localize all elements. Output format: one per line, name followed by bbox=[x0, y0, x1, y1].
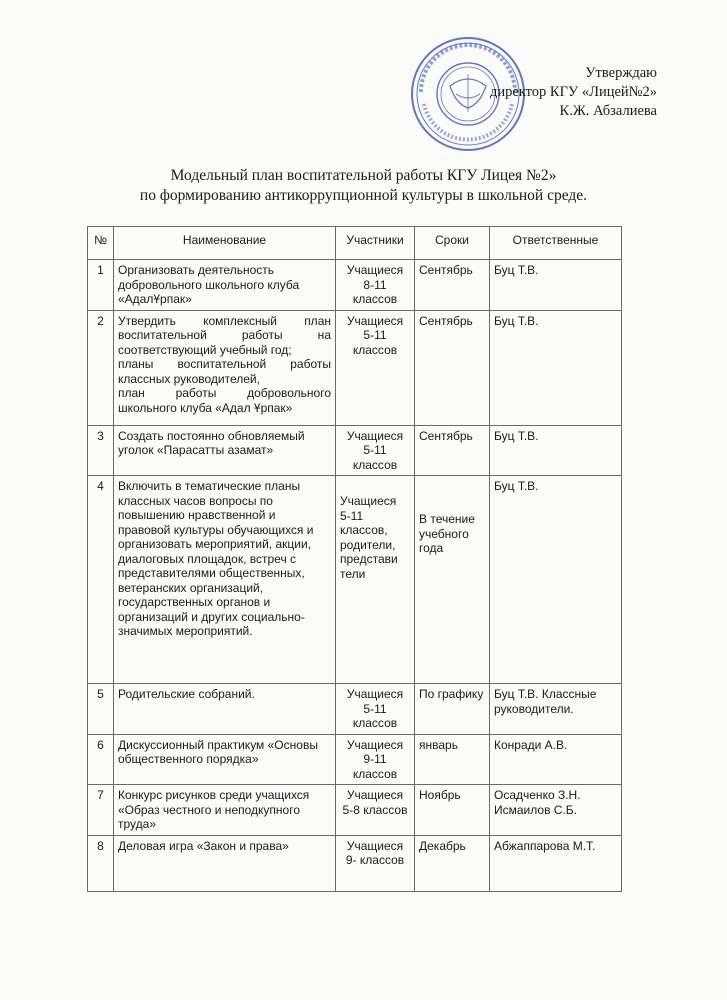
row-name-line: воспитательной работы на bbox=[118, 328, 331, 342]
row-name: Организовать деятельность добровольного школьного клуба «АдалҰрпак» bbox=[114, 260, 336, 311]
row-terms: Ноябрь bbox=[415, 785, 490, 836]
header-terms: Сроки bbox=[415, 227, 490, 260]
title-line-2: по формированию антикоррупционной культуры в школьной среде. bbox=[139, 187, 588, 204]
row-responsible: Абжаппарова М.Т. bbox=[490, 835, 622, 891]
row-participants-line: Учащиеся bbox=[340, 494, 397, 508]
row-terms: январь bbox=[415, 734, 490, 785]
header-num: № bbox=[88, 227, 114, 260]
row-num: 6 bbox=[88, 734, 114, 785]
row-name bbox=[114, 310, 336, 425]
row-name-line: школьного клуба «Адал Ұрпак» bbox=[118, 400, 293, 415]
document-title bbox=[0, 166, 727, 206]
row-participants-line: классов, bbox=[340, 523, 388, 537]
table-row bbox=[88, 734, 622, 785]
row-num: 3 bbox=[88, 425, 114, 476]
table-header-row bbox=[88, 227, 622, 260]
row-participants: Учащиеся 9- классов bbox=[336, 835, 415, 891]
row-responsible: Осадченко З.Н. Исмаилов С.Б. bbox=[490, 785, 622, 836]
header-participants: Участники bbox=[336, 227, 415, 260]
header-name: Наименование bbox=[114, 227, 336, 260]
row-participants bbox=[336, 476, 415, 684]
row-participants-line: представи bbox=[340, 552, 398, 566]
row-terms: Сентябрь bbox=[415, 260, 490, 311]
row-name: Создать постоянно обновляемый уголок «Парасатты азамат» bbox=[114, 425, 336, 476]
row-participants-line: тели bbox=[340, 566, 366, 581]
table-row bbox=[88, 785, 622, 836]
table-row bbox=[88, 476, 622, 684]
table-row bbox=[88, 425, 622, 476]
row-num: 1 bbox=[88, 260, 114, 311]
plan-table bbox=[87, 226, 622, 892]
table-row bbox=[88, 310, 622, 425]
row-participants: Учащиеся 8-11 классов bbox=[336, 260, 415, 311]
row-terms: По графику bbox=[415, 684, 490, 735]
row-name: Деловая игра «Закон и права» bbox=[114, 835, 336, 891]
row-name: Дискуссионный практикум «Основы общественного порядка» bbox=[114, 734, 336, 785]
row-participants: Учащиеся 5-11 классов bbox=[336, 684, 415, 735]
row-terms: Сентябрь bbox=[415, 425, 490, 476]
row-responsible: Буц Т.В. bbox=[490, 260, 622, 311]
approval-word: Утверждаю bbox=[585, 65, 657, 81]
table-row bbox=[88, 684, 622, 735]
approval-director: директор КГУ «Лицей№2» bbox=[489, 84, 657, 100]
title-line-1: Модельный план воспитательной работы КГУ Лицея №2» bbox=[170, 167, 557, 184]
row-participants: Учащиеся 5-11 классов bbox=[336, 425, 415, 476]
row-name-line: план работы добровольного bbox=[118, 386, 331, 400]
row-participants: Учащиеся 5-8 классов bbox=[336, 785, 415, 836]
row-num: 2 bbox=[88, 310, 114, 425]
row-responsible: Буц Т.В. bbox=[490, 310, 622, 425]
row-name: Конкурс рисунков среди учащихся «Образ честного и неподкупного труда» bbox=[114, 785, 336, 836]
row-terms: Декабрь bbox=[415, 835, 490, 891]
table-row bbox=[88, 260, 622, 311]
row-participants: Учащиеся 9-11 классов bbox=[336, 734, 415, 785]
row-num: 4 bbox=[88, 476, 114, 684]
approval-block bbox=[490, 64, 657, 121]
row-name: Включить в тематические планы классных часов вопросы по повышению нравственной и правовой культуры обучающихся и организовать мероприятий, акции, диалоговых площадок, встреч с представителями общественных, ветеранских организаций, государственных органов и организаций и других социально-значимых мероприятий. bbox=[114, 476, 336, 684]
row-num: 5 bbox=[88, 684, 114, 735]
row-num: 7 bbox=[88, 785, 114, 836]
row-num: 8 bbox=[88, 835, 114, 891]
approval-name: К.Ж. Абзалиева bbox=[559, 103, 657, 119]
row-name: Родительские собраний. bbox=[114, 684, 336, 735]
header-responsible: Ответственные bbox=[490, 227, 622, 260]
row-name-line: планы воспитательной работы bbox=[118, 357, 331, 371]
row-name-line: классных руководителей, bbox=[118, 371, 260, 386]
row-responsible: Буц Т.В. bbox=[490, 425, 622, 476]
row-name-line: Утвердить комплексный план bbox=[118, 313, 331, 328]
row-participants-line: 5-11 bbox=[340, 508, 364, 523]
row-participants: Учащиеся 5-11 классов bbox=[336, 310, 415, 425]
row-name-line: соответствующий учебный год; bbox=[118, 342, 292, 357]
row-participants-line: родители, bbox=[340, 537, 396, 552]
row-responsible: Буц Т.В. bbox=[490, 476, 622, 684]
table-row bbox=[88, 835, 622, 891]
row-terms: Сентябрь bbox=[415, 310, 490, 425]
row-terms: В течение учебного года bbox=[415, 476, 490, 684]
row-responsible: Конради А.В. bbox=[490, 734, 622, 785]
row-responsible: Буц Т.В. Классные руководители. bbox=[490, 684, 622, 735]
